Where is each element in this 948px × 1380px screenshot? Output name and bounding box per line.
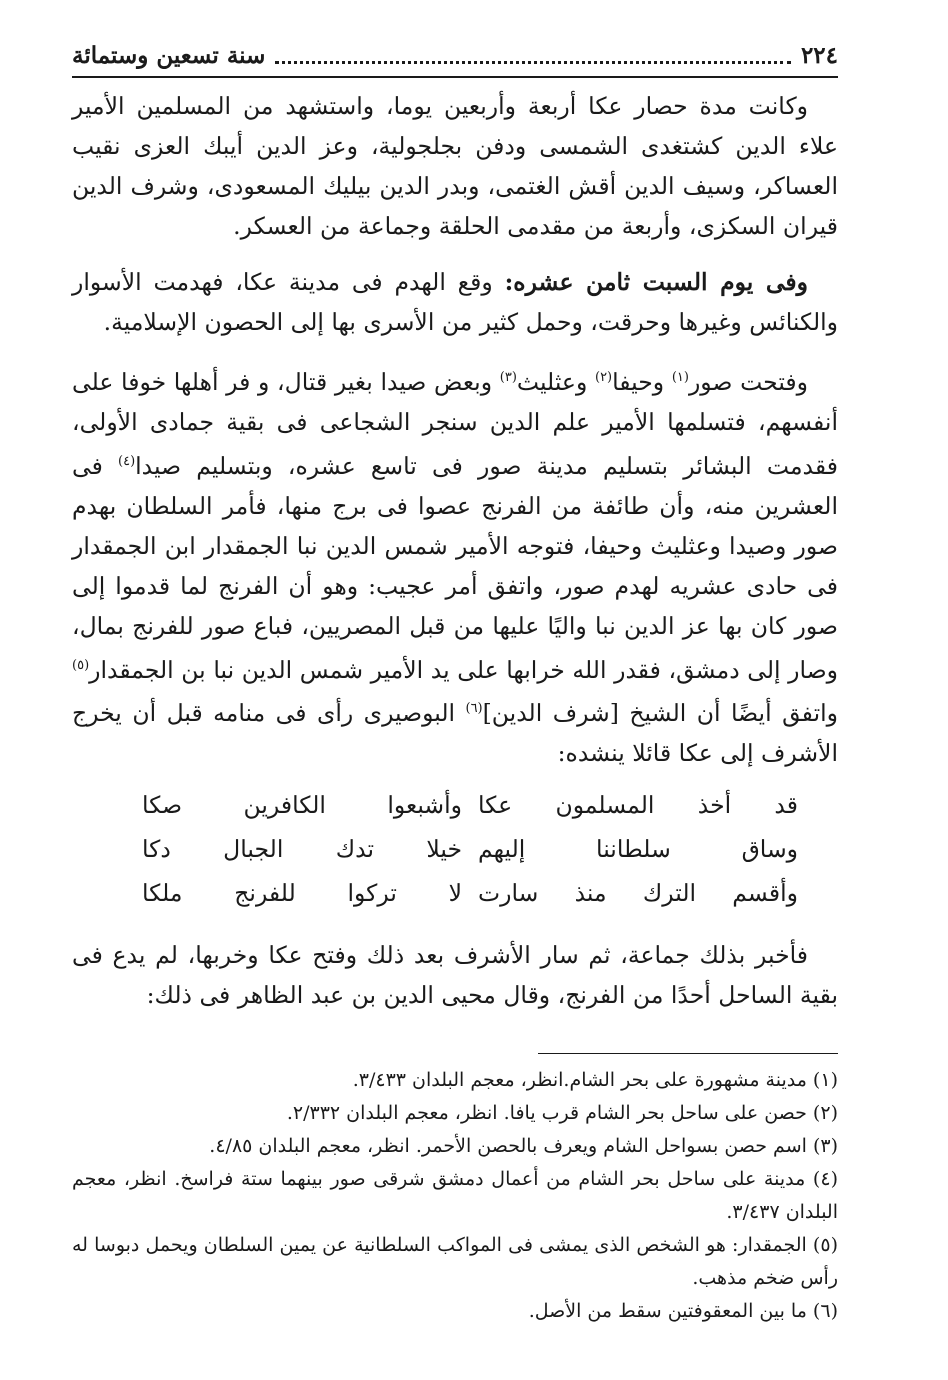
p3-text-e: فى العشرين منه، وأن طائفة من الفرنج عصوا فى برج منها، فأمر السلطان بهدم صور وصيدا وعثليث وحيفا، فتوجه الأمير شمس الدين نبا الجمقدار ابن الجمقدار فى حادى عشريه لهدم صور، واتفق أمر عجيب: وهو أن الفرنج لما قدموا إلى صور كان بها عز الدين نبا واليًا عليها من قبل المصريين، فباع صور للفرنج بمال، وصار إلى دمشق، فقدر الله خرابها على يد الأمير شمس الدين نبا بن الجمقدار <box>72 451 838 684</box>
page-number: ٢٢٤ <box>800 42 838 69</box>
p3-text-c: وعثليث <box>516 367 595 396</box>
verse-first-hemistich: وأقسم الترك منذ سارت <box>478 879 798 908</box>
footnote-4: (٤) مدينة على ساحل بحر الشام من أعمال دمشق شرقى صور بينهما ستة فراسخ. انظر، معجم البلدان ٣/٤٣٧. <box>72 1168 838 1224</box>
paragraph-2-lead: وفى يوم السبت ثامن عشره: <box>504 268 808 296</box>
footnote-1: (١) مدينة مشهورة على بحر الشام.انظر، معجم البلدان ٣/٤٣٣. <box>352 1069 838 1092</box>
p3-text-d: وبعض صيدا بغير قتال، و فر أهلها خوفا على أنفسهم، فتسلمها الأمير علم الدين سنجر الشجاعى فى بقية جمادى الأولى، فقدمت البشائر بتسليم مدينة صور فى تاسع عشره، وبتسليم صيدا <box>72 367 838 480</box>
footnote-separator <box>538 1053 838 1054</box>
footnote-ref-1: (١) <box>671 370 689 385</box>
verse-second-hemistich: وأشبعوا الكافرين صكا <box>142 791 462 820</box>
paragraph-3 <box>72 358 838 773</box>
verse-second-hemistich: خيلا تدك الجبال دكا <box>142 835 462 864</box>
poem <box>72 783 838 915</box>
footnote-5: (٥) الجمقدار: هو الشخص الذى يمشى فى المواكب السلطانية عن يمين السلطان ويحمل دبوسا له رأس ضخم مذهب. <box>72 1234 838 1290</box>
p3-text-a: وفتحت صور <box>688 367 808 396</box>
running-title: سنة تسعين وستمائة <box>72 42 266 69</box>
paragraph-4: فأخبر بذلك جماعة، ثم سار الأشرف بعد ذلك وفتح عكا وخربها، لم يدع فى بقية الساحل أحدًا من الفرنج، وقال محيى الدين بن عبد الظاهر فى ذلك: <box>72 941 838 1010</box>
p3-text-f: واتفق أيضًا أن الشيخ [شرف الدين] <box>482 699 838 728</box>
footnote-ref-2: (٢) <box>594 370 613 385</box>
footnote-ref-3: (٣) <box>499 370 517 385</box>
footnotes <box>72 1064 838 1328</box>
p3-text-b: وحيفا <box>612 367 672 396</box>
paragraph-1: وكانت مدة حصار عكا أربعة وأربعين يوما، واستشهد من المسلمين الأمير علاء الدين كشتغدى الشمسى ودفن بجلجولية، وعز الدين أيبك العزى نقيب العساكر، وسيف الدين أقش الغتمى، وبدر الدين بيليك المسعودى، وشرف الدين قيران السكزى، وأربعة من مقدمى الحلقة وجماعة من العسكر. <box>72 92 838 240</box>
verse-first-hemistich: وساق سلطاننا إليهم <box>478 835 798 864</box>
header-dots <box>275 61 791 64</box>
footnote-6: (٦) ما بين المعقوفتين سقط من الأصل. <box>528 1300 838 1323</box>
footnote-ref-5: (٥) <box>72 657 90 673</box>
footnote-ref-6: (٦) <box>465 701 483 717</box>
footnote-3: (٣) اسم حصن بسواحل الشام ويعرف بالحصن الأحمر. انظر، معجم البلدان ٤/٨٥. <box>209 1135 838 1158</box>
p3-text-g: البوصيرى رأى فى منامه قبل أن يخرج الأشرف إلى عكا قائلا ينشده: <box>72 699 838 768</box>
paragraph-2-text: وقع الهدم فى مدينة عكا، فهدمت الأسوار والكنائس وغيرها وحرقت، وحمل كثير من الأسرى بها إلى الحصون الإسلامية. <box>72 268 838 336</box>
footnote-ref-4: (٤) <box>118 453 136 469</box>
verse-second-hemistich: لا تركوا للفرنج ملكا <box>142 879 462 908</box>
footnote-2: (٢) حصن على ساحل بحر الشام قرب يافا. انظر، معجم البلدان ٢/٣٣٢. <box>286 1102 838 1125</box>
verse-first-hemistich: قد أخذ المسلمون عكا <box>478 791 798 820</box>
poem-verse-1 <box>72 783 838 827</box>
poem-verse-3 <box>72 871 838 915</box>
page-header <box>72 38 838 78</box>
poem-verse-2 <box>72 827 838 871</box>
paragraph-2 <box>72 262 838 342</box>
